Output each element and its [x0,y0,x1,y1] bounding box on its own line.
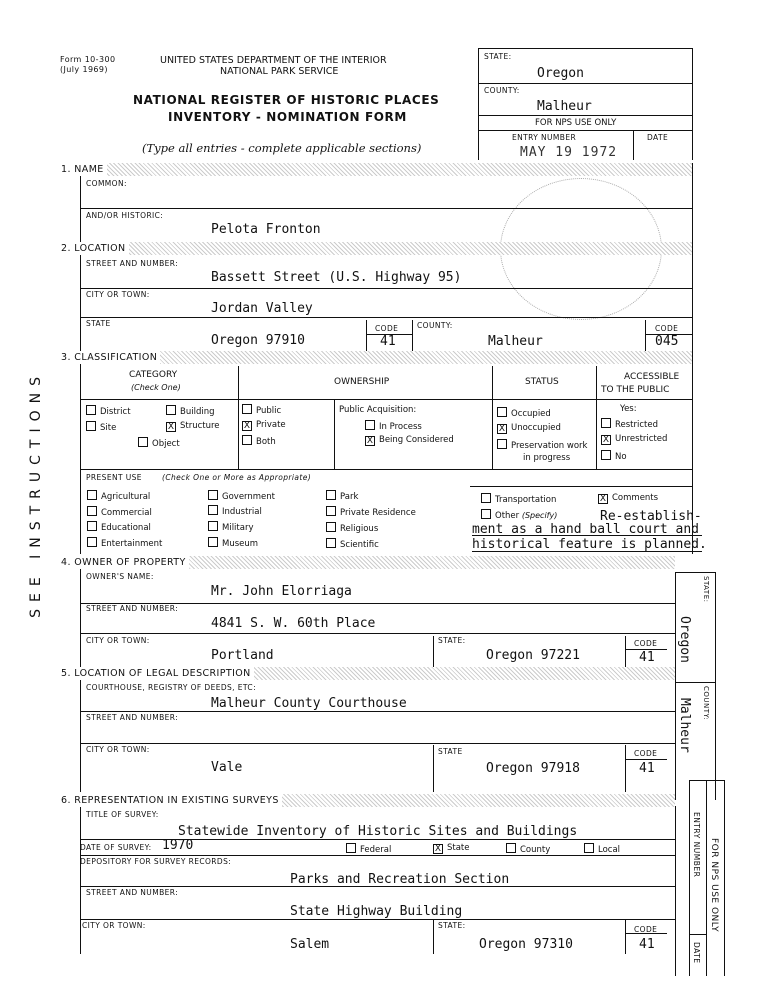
use-comments[interactable]: X Comments [599,493,659,504]
section-6-title: 6. REPRESENTATION IN EXISTING SURVEYS [58,794,282,807]
right-nps-label: FOR NPS USE ONLY [709,838,719,933]
checkbox[interactable] [242,435,252,445]
checkbox[interactable] [138,437,148,447]
use-transportation[interactable]: Transportation [481,493,556,505]
section-5-title: 5. LOCATION OF LEGAL DESCRIPTION [58,667,254,680]
legal-state-label: STATE [438,747,463,756]
checkbox[interactable] [86,405,96,415]
acquisition-in-process[interactable]: In Process [365,420,422,432]
checkbox[interactable] [87,537,97,547]
legal-city: Vale [211,760,243,775]
access-unrestricted[interactable]: X Unrestricted [602,434,668,445]
owner-state: Oregon 97221 [486,648,580,663]
category-check-one: (Check One) [131,383,181,392]
right-state: Oregon [677,616,692,663]
top-county-label: COUNTY: [484,86,520,95]
owner-street-label: STREET AND NUMBER: [86,604,179,613]
use-commercial[interactable]: Commercial [87,506,152,518]
category-object[interactable]: Object [138,437,180,449]
owner-city-label: CITY OR TOWN: [86,636,150,645]
survey-state-label: STATE: [438,921,466,930]
checkbox-checked[interactable]: X [602,435,610,445]
entry-number-label: ENTRY NUMBER [512,133,577,142]
owner-code-label: CODE [634,639,658,648]
owner-state-label: STATE: [438,636,466,645]
checkbox-checked[interactable]: X [243,421,251,431]
status-occupied[interactable]: Occupied [497,407,551,419]
ownership-private[interactable]: X Private [243,420,286,431]
accessible-label: ACCESSIBLE [624,372,680,382]
checkbox[interactable] [208,537,218,547]
checkbox[interactable] [601,450,611,460]
checkbox[interactable] [497,439,507,449]
owner-name: Mr. John Elorriaga [211,584,352,599]
top-state-label: STATE: [484,52,512,61]
survey-city-label: CITY OR TOWN: [82,921,146,930]
location-state: Oregon 97910 [211,333,305,348]
location-city: Jordan Valley [211,301,313,316]
use-educational[interactable]: Educational [87,521,151,533]
location-county-label: COUNTY: [417,321,453,330]
form-instructions: (Type all entries - complete applicable sections) [142,141,422,155]
checkbox[interactable] [242,404,252,414]
use-military[interactable]: Military [208,521,254,533]
legal-code: 41 [639,761,655,776]
comment-line-1: Re-establish- [600,509,702,524]
status-preservation[interactable]: Preservation work [497,439,587,451]
public-acquisition-label: Public Acquisition: [339,405,417,415]
survey-street: State Highway Building [290,904,463,919]
owner-name-label: OWNER'S NAME: [86,572,154,581]
use-government[interactable]: Government [208,490,275,502]
survey-street-label: STREET AND NUMBER: [86,888,179,897]
use-museum[interactable]: Museum [208,537,258,549]
checkbox[interactable] [346,843,356,853]
checkbox[interactable] [326,522,336,532]
use-agricultural[interactable]: Agricultural [87,490,150,502]
right-county-label: COUNTY: [702,686,710,721]
legal-state: Oregon 97918 [486,761,580,776]
checkbox-checked[interactable]: X [366,436,374,446]
depository-label: DEPOSITORY FOR SURVEY RECORDS: [80,857,232,866]
see-instructions-label: SEE INSTRUCTIONS [28,370,44,618]
use-private-residence[interactable]: Private Residence [326,506,416,518]
survey-title-label: TITLE OF SURVEY: [86,810,159,819]
legal-street-label: STREET AND NUMBER: [86,713,179,722]
accessible-label-2: TO THE PUBLIC [601,385,670,395]
status-label: STATUS [525,377,559,387]
legal-city-label: CITY OR TOWN: [86,745,150,754]
survey-date-label: DATE OF SURVEY: [80,843,152,852]
section-1-title: 1. NAME [58,163,107,176]
use-other[interactable]: Other (Specify) [481,509,557,521]
owner-city: Portland [211,648,274,663]
category-building[interactable]: Building [166,405,214,417]
checkbox[interactable] [208,521,218,531]
checkbox[interactable] [584,843,594,853]
right-entry-label: ENTRY NUMBER [692,812,701,878]
checkbox[interactable] [601,418,611,428]
present-use-note: (Check One or More as Appropriate) [162,473,312,482]
courthouse-label: COURTHOUSE, REGISTRY OF DEEDS, ETC: [86,683,256,692]
survey-local[interactable]: Local [584,843,620,855]
location-county: Malheur [488,334,543,349]
historic-name: Pelota Fronton [211,222,321,237]
location-street: Bassett Street (U.S. Highway 95) [211,270,462,285]
use-scientific[interactable]: Scientific [326,538,379,550]
department-name: UNITED STATES DEPARTMENT OF THE INTERIOR [160,55,387,66]
category-structure[interactable]: X Structure [167,421,220,432]
location-state-label: STATE [86,319,111,328]
common-label: COMMON: [86,179,127,188]
nps-use-only: FOR NPS USE ONLY [535,118,617,128]
checkbox-checked[interactable]: X [599,494,607,504]
ownership-label: OWNERSHIP [334,377,390,387]
checkbox[interactable] [87,521,97,531]
checkbox[interactable] [481,493,491,503]
service-name: NATIONAL PARK SERVICE [220,66,339,77]
survey-city: Salem [290,937,330,952]
ownership-public[interactable]: Public [242,404,281,416]
category-site[interactable]: Site [86,421,116,433]
checkbox[interactable] [497,407,507,417]
use-entertainment[interactable]: Entertainment [87,537,162,549]
access-no[interactable]: No [601,450,627,462]
form-number: Form 10-300 [60,55,116,64]
section-3-title: 3. CLASSIFICATION [58,351,160,364]
checkbox[interactable] [166,405,176,415]
form-title: NATIONAL REGISTER OF HISTORIC PLACES [133,93,440,107]
courthouse: Malheur County Courthouse [211,696,407,711]
comment-line-3: historical feature is planned. [472,537,707,552]
section-2-title: 2. LOCATION [58,242,129,255]
location-code-label: CODE [375,324,399,333]
survey-code: 41 [639,937,655,952]
right-county: Malheur [677,698,692,753]
entry-stamp: MAY 19 1972 [520,145,618,160]
checkbox[interactable] [481,509,491,519]
right-date-label: DATE [692,942,701,964]
use-religious[interactable]: Religious [326,522,378,534]
checkbox[interactable] [326,490,336,500]
form-date: (July 1969) [60,65,108,74]
use-park[interactable]: Park [326,490,358,502]
checkbox-checked[interactable]: X [434,844,442,854]
survey-state-value: Oregon 97310 [479,937,573,952]
access-yes-label: Yes: [620,404,637,414]
survey-code-label: CODE [634,925,658,934]
category-label: CATEGORY [129,370,178,380]
checkbox[interactable] [326,506,336,516]
survey-federal[interactable]: Federal [346,843,391,855]
comment-line-2: ment as a hand ball court and [472,522,699,537]
top-county-value: Malheur [537,99,592,114]
use-industrial[interactable]: Industrial [208,505,262,517]
checkbox[interactable] [326,538,336,548]
owner-street: 4841 S. W. 60th Place [211,616,376,631]
form-subtitle: INVENTORY - NOMINATION FORM [168,110,407,124]
checkbox[interactable] [365,420,375,430]
checkbox[interactable] [87,490,97,500]
checkbox-checked[interactable]: X [167,422,175,432]
checkbox[interactable] [208,490,218,500]
status-unoccupied[interactable]: X Unoccupied [498,423,561,434]
present-use-label: PRESENT USE [86,473,142,482]
access-restricted[interactable]: Restricted [601,418,658,430]
legal-code-label: CODE [634,749,658,758]
location-code2-label: CODE [655,324,679,333]
survey-county[interactable]: County [506,843,550,855]
right-state-label: STATE: [702,576,710,603]
checkbox[interactable] [208,505,218,515]
survey-title: Statewide Inventory of Historic Sites and Buildings [178,824,578,839]
acquisition-being-considered[interactable]: X Being Considered [366,435,454,446]
location-street-label: STREET AND NUMBER: [86,259,179,268]
survey-date: 1970 [162,838,194,853]
location-city-label: CITY OR TOWN: [86,290,150,299]
checkbox[interactable] [506,843,516,853]
category-district[interactable]: District [86,405,131,417]
survey-state[interactable]: X State [434,843,470,854]
ownership-both[interactable]: Both [242,435,276,447]
checkbox[interactable] [86,421,96,431]
section-4-title: 4. OWNER OF PROPERTY [58,556,189,569]
depository: Parks and Recreation Section [290,872,510,887]
date-label: DATE [647,133,669,142]
historic-label: AND/OR HISTORIC: [86,211,164,220]
status-preservation-2: in progress [523,453,571,463]
location-code2: 045 [655,334,679,349]
top-state-value: Oregon [537,66,584,81]
checkbox[interactable] [87,506,97,516]
checkbox-checked[interactable]: X [498,424,506,434]
owner-code: 41 [639,650,655,665]
location-code: 41 [380,334,396,349]
